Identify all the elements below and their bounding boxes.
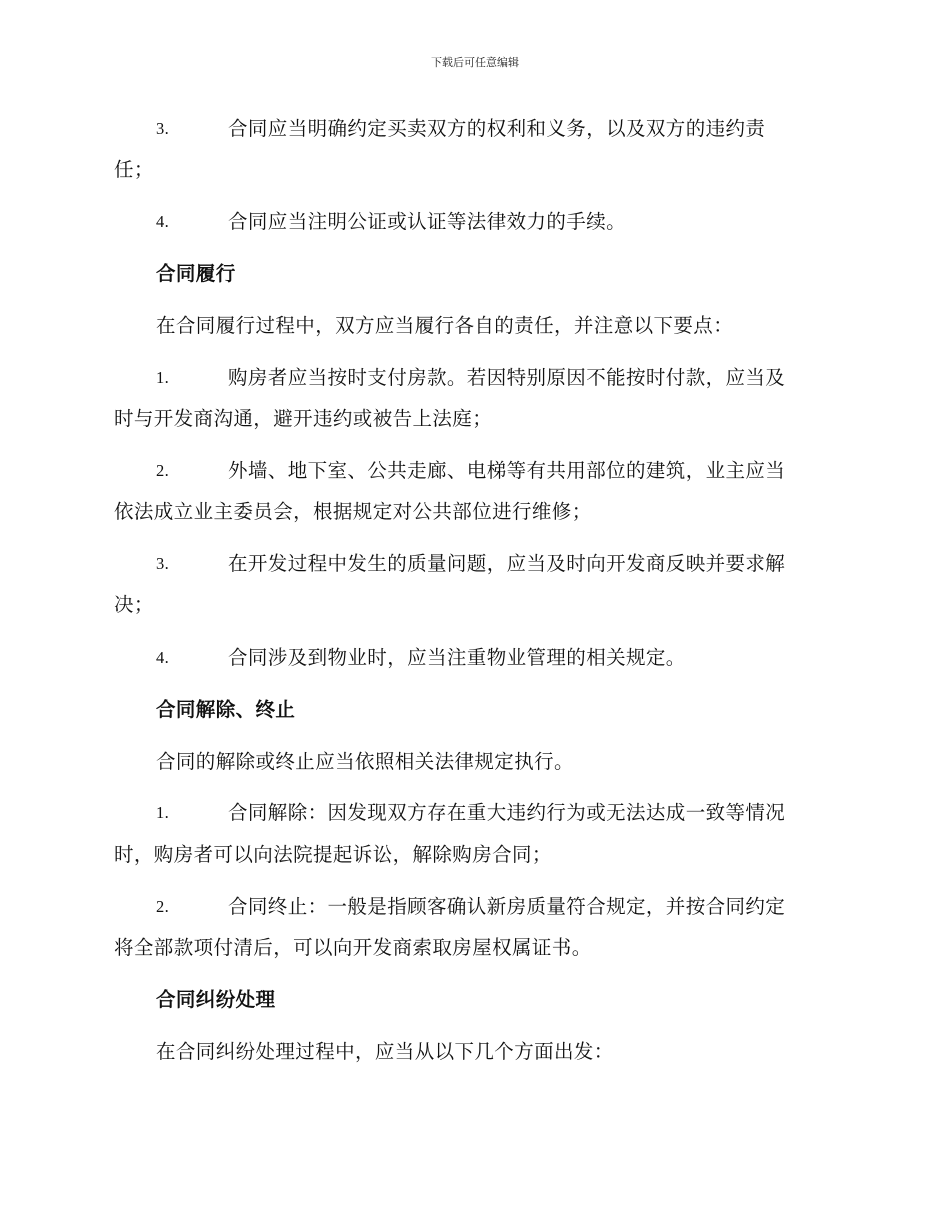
list-text: 合同应当明确约定买卖双方的权利和义务，以及双方的违约责 [228, 117, 766, 140]
paragraph-text: 合同的解除或终止应当依照相关法律规定执行。 [156, 750, 574, 773]
page-header: 下载后可任意编辑 [431, 56, 519, 69]
list-text: 合同终止：一般是指顾客确认新房质量符合规定，并按合同约定 [228, 895, 786, 918]
paragraph-text: 在合同纠纷处理过程中，应当从以下几个方面出发： [156, 1040, 614, 1063]
paragraph-text: 在合同履行过程中，双方应当履行各自的责任，并注意以下要点： [156, 314, 734, 337]
heading-text: 合同纠纷处理 [156, 988, 276, 1011]
list-number: 2. [156, 461, 170, 480]
list-text: 合同应当注明公证或认证等法律效力的手续。 [228, 210, 627, 233]
list-text: 合同涉及到物业时，应当注重物业管理的相关规定。 [228, 646, 686, 669]
list-number: 4. [156, 648, 170, 667]
list-text: 将全部款项付清后，可以向开发商索取房屋权属证书。 [114, 936, 592, 959]
list-item-continuation [114, 842, 834, 868]
list-text: 任； [114, 158, 154, 181]
list-item-continuation [114, 406, 834, 432]
list-item-continuation [114, 157, 834, 183]
list-number: 4. [156, 212, 170, 231]
list-number: 1. [156, 368, 170, 387]
list-text: 决； [114, 593, 154, 616]
list-item-continuation [114, 592, 834, 618]
list-text: 在开发过程中发生的质量问题，应当及时向开发商反映并要求解 [228, 552, 786, 575]
list-text: 购房者应当按时支付房款。若因特别原因不能按时付款，应当及 [228, 366, 786, 389]
list-number: 3. [156, 119, 170, 138]
list-text: 外墙、地下室、公共走廊、电梯等有共用部位的建筑，业主应当 [228, 459, 786, 482]
list-text: 依法成立业主委员会，根据规定对公共部位进行维修； [114, 500, 592, 523]
list-number: 1. [156, 803, 170, 822]
list-text: 合同解除：因发现双方存在重大违约行为或无法达成一致等情况 [228, 801, 786, 824]
list-number: 2. [156, 897, 170, 916]
list-number: 3. [156, 554, 170, 573]
heading-text: 合同解除、终止 [156, 698, 296, 721]
list-text: 时，购房者可以向法院提起诉讼，解除购房合同； [114, 843, 552, 866]
list-text: 时与开发商沟通，避开违约或被告上法庭； [114, 407, 493, 430]
list-item-continuation [114, 935, 834, 961]
list-item-continuation [114, 499, 834, 525]
heading-text: 合同履行 [156, 262, 236, 285]
